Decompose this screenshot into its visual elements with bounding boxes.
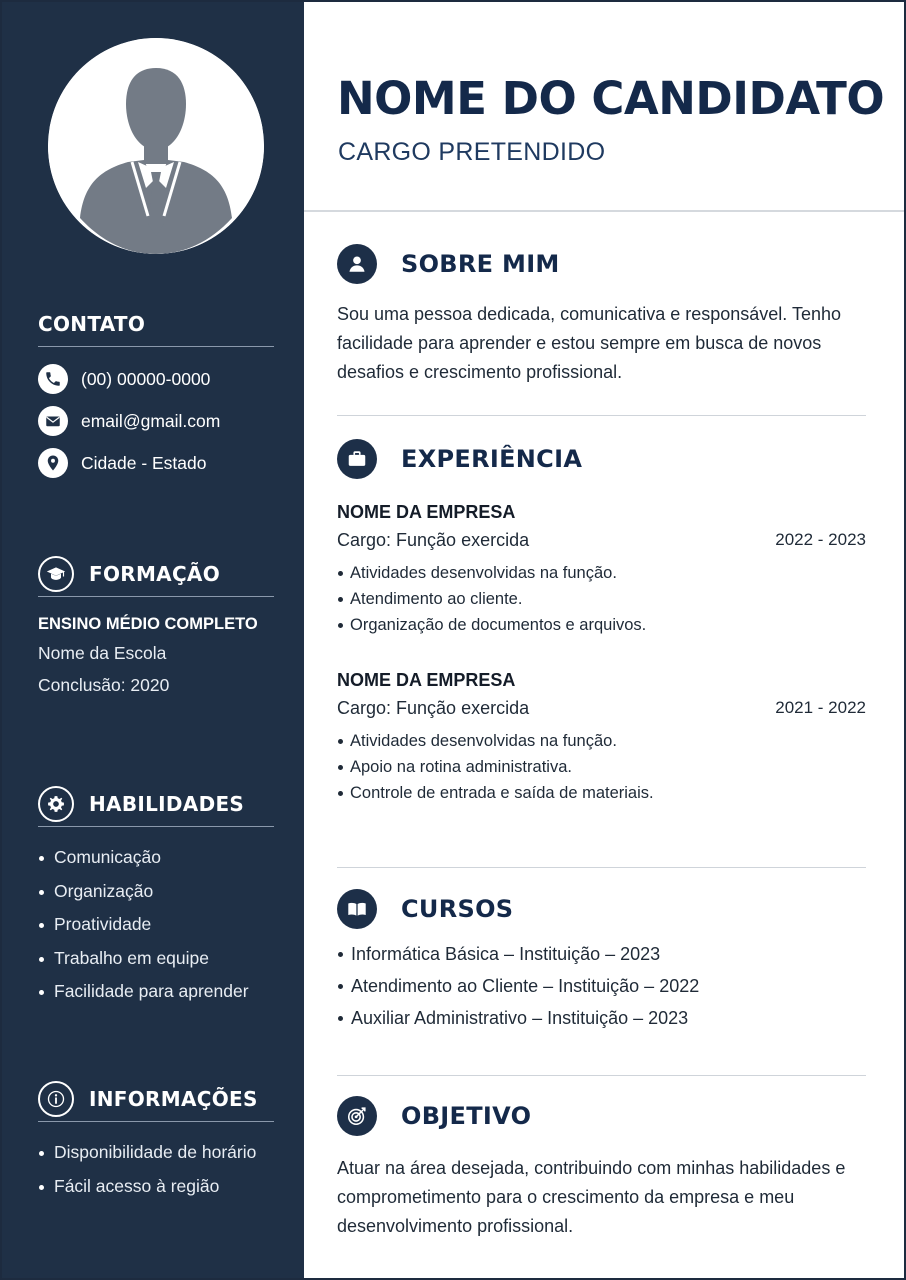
contact-section: [38, 302, 274, 484]
list-item: Controle de entrada e saída de materiais.: [337, 780, 866, 806]
info-header: [38, 1077, 274, 1121]
about-title: SOBRE MIM: [401, 250, 560, 278]
info-title: INFORMAÇÕES: [89, 1087, 258, 1111]
desired-position: CARGO PRETENDIDO: [338, 138, 606, 166]
list-item: Trabalho em equipe: [38, 942, 274, 976]
education-degree: ENSINO MÉDIO COMPLETO: [38, 615, 258, 633]
list-item: Informática Básica – Instituição – 2023: [337, 938, 866, 970]
list-item: Organização de documentos e arquivos.: [337, 612, 866, 638]
info-list: [38, 1136, 274, 1203]
skills-section: [38, 782, 274, 1009]
candidate-name: NOME DO CANDIDATO: [337, 72, 885, 125]
profile-photo: [48, 38, 264, 254]
list-item: Atividades desenvolvidas na função.: [337, 560, 866, 586]
resume-header: [304, 2, 906, 212]
divider: [337, 867, 866, 868]
list-item: Organização: [38, 875, 274, 909]
skills-list: [38, 841, 274, 1009]
list-item: Atividades desenvolvidas na função.: [337, 728, 866, 754]
job-company: NOME DA EMPRESA: [337, 670, 516, 690]
experience-title: EXPERIÊNCIA: [401, 445, 583, 473]
email-text: email@gmail.com: [81, 410, 221, 431]
person-silhouette-icon: [48, 38, 264, 254]
education-conclusion: Conclusão: 2020: [38, 675, 170, 695]
divider: [38, 596, 274, 597]
divider: [38, 1121, 274, 1122]
about-section: [337, 242, 866, 387]
objective-text: Atuar na área desejada, contribuindo com minhas habilidades e comprometimento para o crescimento da empresa e meu desenvolvimento profissional.: [337, 1158, 846, 1236]
phone-text: (00) 00000-0000: [81, 368, 211, 389]
contact-header: [38, 302, 274, 346]
experience-header: [337, 437, 866, 481]
contact-phone[interactable]: [38, 358, 274, 400]
job-period: 2022 - 2023: [775, 530, 866, 549]
divider: [337, 415, 866, 416]
education-school: Nome da Escola: [38, 643, 167, 663]
job-company: NOME DA EMPRESA: [337, 502, 516, 522]
job-role: Cargo: Função exercida: [337, 697, 530, 718]
gear-icon: [38, 786, 74, 822]
user-icon: [337, 244, 377, 284]
briefcase-icon: [337, 439, 377, 479]
list-item: Auxiliar Administrativo – Instituição – 2023: [337, 1002, 866, 1034]
objective-section: [337, 1094, 866, 1241]
phone-icon: [38, 364, 68, 394]
courses-list: [337, 938, 866, 1034]
list-item: Atendimento ao Cliente – Instituição – 2022: [337, 970, 866, 1002]
objective-title: OBJETIVO: [401, 1102, 532, 1130]
list-item: Disponibilidade de horário: [38, 1136, 274, 1170]
contact-location[interactable]: [38, 442, 274, 484]
about-header: [337, 242, 866, 286]
divider: [38, 346, 274, 347]
about-text: Sou uma pessoa dedicada, comunicativa e responsável. Tenho facilidade para aprender e estou sempre em busca de novos desafios e crescimento profissional.: [337, 304, 841, 382]
main-content: [304, 2, 906, 1278]
courses-header: [337, 887, 866, 931]
info-icon: [38, 1081, 74, 1117]
list-item: Proatividade: [38, 908, 274, 942]
list-item: Atendimento ao cliente.: [337, 586, 866, 612]
divider: [38, 826, 274, 827]
courses-title: CURSOS: [401, 895, 514, 923]
info-section: [38, 1077, 274, 1203]
graduation-cap-icon: [38, 556, 74, 592]
list-item: Apoio na rotina administrativa.: [337, 754, 866, 780]
contact-email[interactable]: [38, 400, 274, 442]
objective-header: [337, 1094, 866, 1138]
job-tasks: [337, 560, 866, 638]
job-tasks: [337, 728, 866, 806]
location-pin-icon: [38, 448, 68, 478]
job-role: Cargo: Função exercida: [337, 529, 530, 550]
list-item: Facilidade para aprender: [38, 975, 274, 1009]
education-title: FORMAÇÃO: [89, 562, 221, 586]
job-period: 2021 - 2022: [775, 698, 866, 717]
location-text: Cidade - Estado: [81, 452, 207, 473]
skills-title: HABILIDADES: [89, 792, 245, 816]
courses-section: [337, 887, 866, 1034]
experience-section: [337, 437, 866, 806]
target-icon: [337, 1096, 377, 1136]
book-icon: [337, 889, 377, 929]
skills-header: [38, 782, 274, 826]
education-section: [38, 552, 274, 701]
job-entry: [337, 499, 866, 638]
education-header: [38, 552, 274, 596]
sidebar: [2, 2, 304, 1278]
job-entry: [337, 667, 866, 806]
contact-title: CONTATO: [38, 312, 146, 336]
envelope-icon: [38, 406, 68, 436]
list-item: Fácil acesso à região: [38, 1170, 274, 1204]
list-item: Comunicação: [38, 841, 274, 875]
divider: [337, 1075, 866, 1076]
